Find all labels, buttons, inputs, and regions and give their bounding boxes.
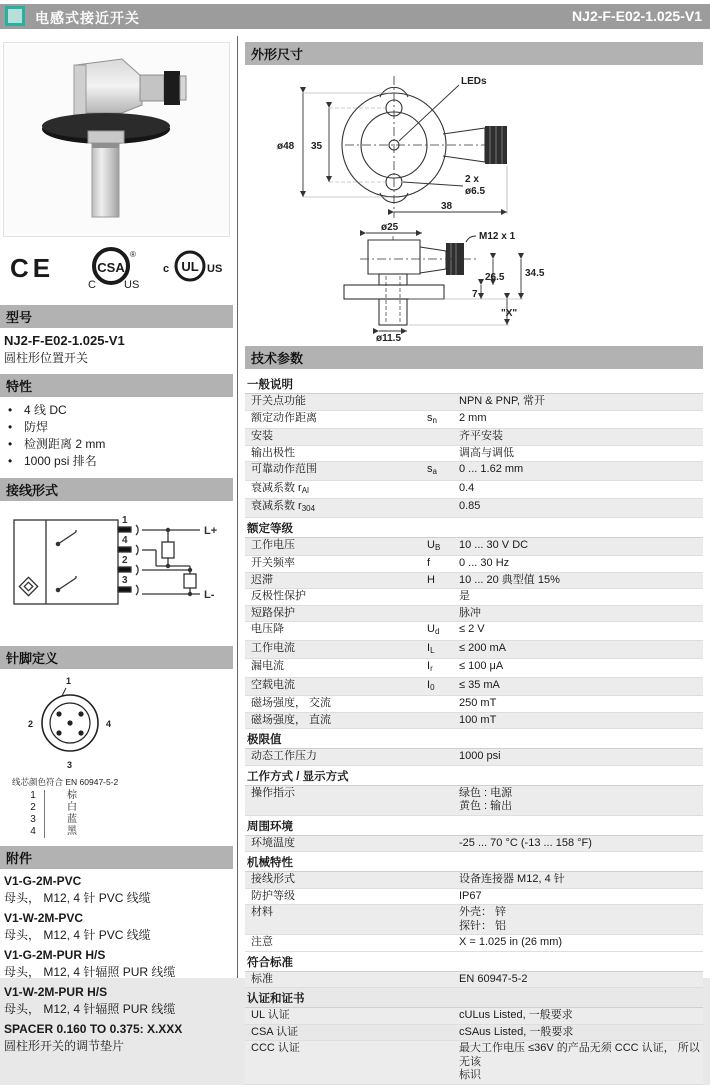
spec-symbol [427, 906, 459, 933]
spec-value [459, 787, 701, 814]
spec-section-title: 周围环境 [245, 816, 703, 836]
svg-text:2: 2 [28, 719, 34, 729]
spec-label: 开关点功能 [251, 395, 306, 407]
spec-section-title: 认证和证书 [245, 988, 703, 1008]
certification-logos [0, 237, 233, 297]
spec-symbol: H [427, 573, 435, 586]
wire-pin-number: 4 [22, 826, 45, 838]
spec-symbol [427, 973, 459, 987]
spec-row [245, 935, 703, 952]
spec-label: 材料 [251, 906, 273, 918]
spec-label: 衰减系数 $r_{Al}$ [251, 481, 309, 495]
spec-label: 标准 [251, 972, 273, 985]
spec-value [459, 430, 701, 444]
section-pinout: 针脚定义 [0, 646, 233, 669]
spec-row [245, 462, 703, 481]
spec-value-line: 1000 psi [459, 750, 501, 762]
spec-label: 开关频率 [251, 557, 295, 569]
spec-value [459, 557, 701, 571]
spec-value [459, 750, 701, 764]
spec-label: 电压降 [251, 623, 284, 635]
spec-symbol: $s_a$ [427, 463, 437, 476]
svg-text:C: C [87, 279, 96, 291]
wire-color-row [22, 826, 233, 838]
feature-label: 1000 psi 排名 [24, 454, 97, 468]
part-number: NJ2-F-E02-1.025-V1 [572, 8, 702, 24]
l-minus-label: L- [204, 589, 215, 601]
wire-color-table [22, 790, 233, 838]
spec-symbol [427, 500, 459, 516]
svg-text:2: 2 [122, 555, 128, 566]
spec-value-line: 最大工作电压 ≤36V 的产品无须 CCC 认证， 所以无该 [459, 1042, 700, 1068]
spec-value-line: 2 mm [459, 411, 487, 424]
spec-label: 衰减系数 $r_{304}$ [251, 500, 316, 513]
svg-text:ø25: ø25 [381, 222, 399, 233]
spec-table [245, 374, 703, 1085]
spec-label: 环境温度 [251, 836, 295, 849]
spec-value-line: cULus Listed, 一般要求 [459, 1009, 573, 1021]
wire-pin-number: 3 [22, 814, 45, 826]
svg-text:US: US [207, 263, 223, 275]
section-connection: 接线形式 [0, 478, 233, 501]
spec-label: 接线形式 [251, 873, 295, 885]
spec-value-line: IP67 [459, 889, 482, 902]
spec-section-title: 符合标准 [245, 952, 703, 972]
accessory-name: V1-G-2M-PVC [4, 874, 82, 888]
spec-symbol [427, 890, 459, 904]
spec-value-line: ≤ 100 μA [459, 660, 504, 672]
spec-symbol [427, 447, 459, 461]
section-dimensions: 外形尺寸 [245, 42, 703, 65]
spec-value [459, 482, 701, 498]
wire-color-caption: 线芯颜色符合 EN 60947-5-2 [12, 777, 119, 787]
spec-value [459, 463, 701, 479]
spec-label: 防护等级 [251, 889, 295, 902]
svg-text:4: 4 [106, 719, 112, 729]
spec-row [245, 538, 703, 557]
svg-text:7: 7 [472, 289, 478, 300]
spec-row [245, 589, 703, 606]
bullet-icon: • [8, 437, 13, 451]
spec-row [245, 446, 703, 463]
spec-value-line: 绿色 : 电源 [459, 786, 513, 799]
accessory-name: SPACER 0.160 TO 0.375: X.XXX [4, 1022, 183, 1036]
spec-row [245, 678, 703, 697]
spec-value-line: 10 ... 20 典型值 15% [459, 573, 560, 586]
spec-symbol [427, 750, 459, 764]
spec-symbol: $I_0$ [427, 678, 435, 692]
spec-value-line: -25 ... 70 °C (-13 ... 158 °F) [459, 836, 592, 849]
brand-icon [5, 6, 25, 26]
spec-symbol [427, 1009, 459, 1023]
feature-label: 4 线 DC [24, 403, 67, 417]
spec-symbol [427, 837, 459, 851]
spec-row [245, 641, 703, 660]
spec-row [245, 481, 703, 500]
spec-value-line: 探针： 铝 [459, 919, 507, 932]
spec-value-line: 100 mT [459, 713, 497, 726]
bullet-icon: • [8, 420, 13, 434]
spec-symbol [427, 873, 459, 887]
spec-label: 可靠动作范围 [251, 463, 317, 475]
accessory-name: V1-W-2M-PVC [4, 911, 84, 925]
spec-value-line: 0 ... 30 Hz [459, 557, 510, 569]
left-column [0, 36, 233, 1054]
wire-color-name: 黑 [67, 826, 77, 837]
spec-value [459, 642, 701, 658]
svg-text:ø48: ø48 [277, 141, 295, 152]
wire-color-name: 白 [67, 802, 77, 813]
spec-row [245, 556, 703, 573]
spec-value [459, 837, 701, 851]
spec-value-line: 是 [459, 590, 470, 602]
wire-pin-number: 1 [22, 790, 45, 802]
spec-row [245, 836, 703, 853]
svg-text:M12 x 1: M12 x 1 [479, 231, 516, 242]
spec-label: 输出极性 [251, 446, 295, 459]
accessory-name: V1-G-2M-PUR H/S [4, 948, 106, 962]
spec-row [245, 659, 703, 678]
svg-text:26.5: 26.5 [485, 272, 505, 283]
column-divider [237, 36, 238, 978]
spec-row [245, 429, 703, 446]
feature-item [8, 453, 233, 470]
page-title: 电感式接近开关 [35, 10, 140, 26]
features-list [0, 402, 233, 470]
svg-text:4: 4 [122, 535, 128, 546]
spec-section-title: 工作方式 / 显示方式 [245, 766, 703, 786]
svg-text:3: 3 [122, 575, 128, 586]
spec-symbol [427, 714, 459, 728]
spec-section-title: 极限值 [245, 729, 703, 749]
spec-value [459, 679, 701, 695]
ce-mark-icon [10, 251, 66, 285]
accessory-description: 母头， M12, 4 针 PVC 线缆 [4, 891, 151, 905]
spec-value [459, 714, 701, 728]
spec-row [245, 411, 703, 430]
spec-row [245, 1008, 703, 1025]
feature-label: 检测距离 2 mm [24, 437, 106, 451]
spec-label: 工作电压 [251, 538, 295, 551]
section-accessories: 附件 [0, 846, 233, 869]
spec-value [459, 873, 701, 887]
spec-row [245, 889, 703, 906]
l-plus-label: L+ [204, 525, 218, 537]
wire-color-row [22, 802, 233, 814]
spec-value [459, 660, 701, 676]
spec-value-line: X = 1.025 in (26 mm) [459, 936, 563, 948]
spec-value [459, 500, 701, 516]
spec-section-title: 机械特性 [245, 852, 703, 872]
spec-value [459, 539, 701, 555]
spec-value [459, 574, 701, 588]
product-photo [4, 43, 231, 231]
spec-value-line: ≤ 200 mA [459, 641, 507, 654]
spec-value-line: 设备连接器 M12, 4 针 [459, 873, 565, 885]
spec-label: 反极性保护 [251, 590, 306, 602]
spec-label: 磁场强度， 直流 [251, 713, 332, 726]
spec-row [245, 749, 703, 766]
leds-label: LEDs [461, 76, 487, 87]
spec-value [459, 936, 701, 950]
accessory-description: 母头， M12, 4 针辐照 PUR 线缆 [4, 965, 176, 979]
spec-label: 注意 [251, 936, 273, 948]
spec-symbol [427, 590, 459, 604]
accessory-description: 母头， M12, 4 针辐照 PUR 线缆 [4, 1002, 176, 1016]
spec-value [459, 623, 701, 639]
spec-label: 操作指示 [251, 786, 295, 799]
spec-value-line: 标识 [459, 1069, 481, 1081]
feature-item [8, 419, 233, 436]
spec-symbol: $I_r$ [427, 660, 433, 673]
spec-value [459, 1042, 701, 1083]
spec-label: 磁场强度， 交流 [251, 697, 332, 709]
spec-symbol [427, 430, 459, 444]
svg-text:®: ® [129, 250, 136, 259]
wire-color-row [22, 814, 233, 826]
spec-symbol: $I_L$ [427, 641, 435, 655]
spec-row [245, 622, 703, 641]
spec-value-line: 250 mT [459, 697, 497, 709]
svg-text:US: US [123, 279, 139, 291]
svg-text:2 x: 2 x [465, 174, 479, 185]
spec-symbol: $U_d$ [427, 623, 440, 636]
spec-row [245, 872, 703, 889]
svg-text:34.5: 34.5 [525, 268, 545, 279]
model-name: NJ2-F-E02-1.025-V1 [4, 333, 125, 348]
svg-text:CE: CE [10, 253, 55, 283]
section-features: 特性 [0, 374, 233, 397]
spec-value [459, 607, 701, 621]
svg-text:ø11.5: ø11.5 [376, 333, 402, 344]
accessories-list [0, 874, 233, 1054]
spec-value [459, 590, 701, 604]
spec-label: 安装 [251, 430, 273, 442]
spec-label: UL 认证 [251, 1009, 290, 1021]
feature-item [8, 436, 233, 453]
spec-value-line: 脉冲 [459, 606, 481, 619]
spec-value-line: 10 ... 30 V DC [459, 538, 529, 551]
spec-label: 短路保护 [251, 606, 295, 619]
accessory-description: 圆柱形开关的调节垫片 [4, 1039, 125, 1053]
spec-row [245, 905, 703, 935]
spec-label: 空载电流 [251, 678, 295, 691]
product-photo-panel [3, 42, 230, 237]
wire-color-name: 棕 [67, 790, 77, 801]
section-model: 型号 [0, 305, 233, 328]
spec-symbol [427, 787, 459, 814]
wire-color-name: 蓝 [67, 814, 77, 825]
spec-value [459, 1026, 701, 1040]
spec-value-line: 0 ... 1.62 mm [459, 463, 524, 475]
spec-value [459, 1009, 701, 1023]
accessory-description: 母头， M12, 4 针 PVC 线缆 [4, 928, 151, 942]
wire-color-row [22, 790, 233, 802]
spec-section-title: 一般说明 [245, 374, 703, 394]
svg-text:"X": "X" [501, 308, 518, 319]
svg-text:38: 38 [441, 201, 453, 212]
spec-value-line: 齐平安装 [459, 430, 503, 442]
svg-text:UL: UL [181, 259, 199, 274]
section-specs: 技术参数 [245, 346, 703, 369]
spec-label: 漏电流 [251, 660, 284, 672]
svg-text:c: c [163, 263, 170, 275]
spec-row [245, 499, 703, 518]
model-description: 圆柱形位置开关 [4, 351, 89, 365]
spec-value-line: 0.85 [459, 500, 481, 512]
wire-pin-number: 2 [22, 802, 45, 814]
spec-value-line: 黄色 : 输出 [459, 800, 513, 812]
spec-section-title: 额定等级 [245, 518, 703, 538]
svg-text:ø6.5: ø6.5 [465, 186, 486, 197]
accessory-name: V1-W-2M-PUR H/S [4, 985, 108, 999]
spec-value [459, 412, 701, 428]
spec-value-line: ≤ 2 V [459, 623, 485, 635]
dimension-drawing [245, 70, 703, 342]
spec-row [245, 786, 703, 816]
svg-text:1: 1 [66, 676, 72, 686]
bullet-icon: • [8, 454, 13, 468]
svg-text:1: 1 [122, 515, 128, 526]
spec-symbol: f [427, 557, 431, 569]
spec-value [459, 890, 701, 904]
spec-row [245, 573, 703, 590]
spec-symbol [427, 936, 459, 950]
spec-row [245, 394, 703, 411]
spec-label: CSA 认证 [251, 1025, 299, 1038]
spec-row [245, 972, 703, 989]
spec-value-line: EN 60947-5-2 [459, 972, 528, 985]
spec-value-line: ≤ 35 mA [459, 678, 500, 691]
spec-symbol [427, 395, 459, 409]
spec-value-line: cSAus Listed, 一般要求 [459, 1025, 574, 1038]
spec-value [459, 697, 701, 711]
spec-symbol [427, 607, 459, 621]
spec-symbol [427, 1042, 459, 1083]
spec-row [245, 713, 703, 730]
feature-label: 防焊 [24, 420, 49, 434]
spec-value-line: 外壳： 锌 [459, 906, 507, 918]
spec-label: 额定动作距离 [251, 411, 317, 424]
svg-text:CSA: CSA [96, 260, 125, 275]
spec-symbol [427, 482, 459, 498]
ul-mark-icon [159, 248, 221, 288]
spec-row [245, 696, 703, 713]
spec-value-line: NPN & PNP, 常开 [459, 395, 545, 407]
spec-row [245, 1041, 703, 1085]
spec-value [459, 447, 701, 461]
spec-row [245, 606, 703, 623]
spec-value-line: 调高与调低 [459, 446, 514, 459]
wiring-diagram [0, 506, 227, 624]
pinout-diagram [0, 674, 227, 772]
right-column [245, 36, 703, 1085]
spec-label: 工作电流 [251, 641, 295, 654]
svg-text:3: 3 [67, 760, 73, 770]
feature-item [8, 402, 233, 419]
spec-value-line: 0.4 [459, 481, 475, 494]
header-bar [0, 4, 710, 29]
spec-symbol: $s_n$ [427, 411, 437, 425]
spec-label: 迟滞 [251, 573, 273, 586]
bullet-icon: • [8, 403, 13, 417]
spec-value [459, 395, 701, 409]
spec-symbol [427, 1026, 459, 1040]
spec-symbol [427, 697, 459, 711]
svg-text:35: 35 [311, 141, 323, 152]
spec-value [459, 906, 701, 933]
spec-label: CCC 认证 [251, 1042, 300, 1054]
csa-mark-icon [80, 245, 146, 291]
spec-row [245, 1025, 703, 1042]
spec-value [459, 973, 701, 987]
spec-symbol: $U_B$ [427, 538, 441, 552]
spec-label: 动态工作压力 [251, 750, 317, 762]
